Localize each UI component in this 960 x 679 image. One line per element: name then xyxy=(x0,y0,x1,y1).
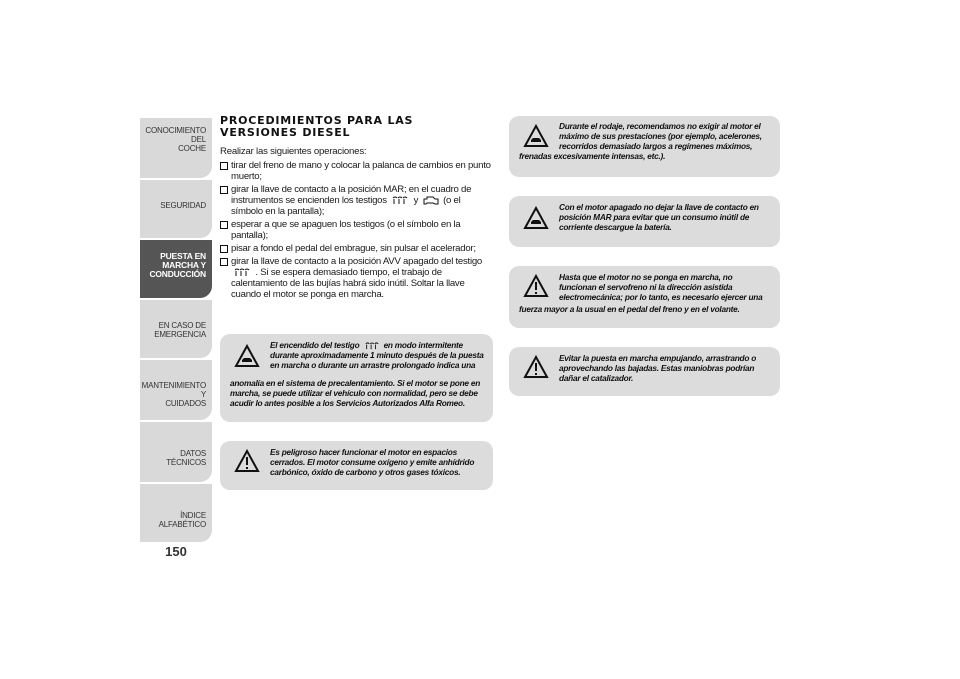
step-text: (o el símbolo en la pantalla); xyxy=(231,195,461,217)
note-text: posición MAR para evitar que un consumo inútil de xyxy=(559,212,750,222)
bullet-box-icon xyxy=(220,162,228,170)
note-text: El encendido del testigo xyxy=(270,340,360,350)
tab-en-caso-de-emergencia[interactable] xyxy=(140,300,212,358)
note-text: frenadas excesivamente intensas, etc.). xyxy=(519,151,666,161)
list-item xyxy=(220,184,492,217)
note-text: acudir lo antes posible a los Servicios Autorizados Alfa Romeo. xyxy=(230,398,465,408)
bullet-box-icon xyxy=(220,258,228,266)
tab-label: MANTENIMIENTO Y xyxy=(141,381,206,399)
note-running-in xyxy=(509,116,780,177)
danger-icon xyxy=(523,355,549,379)
tab-label: CONOCIMIENTO DEL xyxy=(145,126,206,144)
note-text: recorridos demasiado largos a regímenes máximos, xyxy=(559,141,753,151)
note-text: Hasta que el motor no se ponga en marcha, no xyxy=(559,272,733,282)
tab-datos-tecnicos[interactable] xyxy=(140,422,212,482)
note-glow-plug xyxy=(220,334,493,422)
glow-plug-icon xyxy=(364,342,380,350)
tab-label: PUESTA EN xyxy=(160,251,206,261)
bullet-box-icon xyxy=(220,221,228,229)
tab-label: SEGURIDAD xyxy=(160,201,206,210)
list-item xyxy=(220,160,492,182)
note-text: dañar el catalizador. xyxy=(559,373,634,383)
note-text: funcionan el servofreno ni la dirección asistida xyxy=(559,282,733,292)
section-title-line: PROCEDIMIENTOS PARA LAS xyxy=(220,114,414,127)
note-push-start xyxy=(509,347,780,396)
note-text: cerrados. El motor consume oxígeno y emite anhídrido xyxy=(270,457,475,467)
danger-icon xyxy=(234,449,260,473)
note-text: aprovechando las bajadas. Estas maniobras podrían xyxy=(559,363,755,373)
note-text: corriente descargue la batería. xyxy=(559,222,672,232)
car-warning-icon xyxy=(523,124,549,148)
note-text: Evitar la puesta en marcha empujando, arrastrando o xyxy=(559,353,757,363)
note-text: electromecánica; por lo tanto, es necesario ejercer una xyxy=(559,292,763,302)
tab-mantenimiento-y-cuidados[interactable] xyxy=(140,360,212,420)
note-text: durante aproximadamente 1 minuto después de la puesta xyxy=(270,350,484,360)
note-text: Con el motor apagado no dejar la llave de contacto en xyxy=(559,202,759,212)
note-text: marcha, se puede utilizar el vehículo con normalidad, pero se debe xyxy=(230,388,478,398)
tab-label: CUIDADOS xyxy=(165,399,206,408)
engine-fault-icon xyxy=(423,195,439,205)
tab-label: EMERGENCIA xyxy=(154,330,206,339)
tab-seguridad[interactable] xyxy=(140,180,212,238)
car-warning-icon xyxy=(234,344,260,368)
bullet-box-icon xyxy=(220,245,228,253)
step-text: . Si se espera demasiado tiempo, el trabajo de calentamiento de las bujías habrá sido inútil. Soltar la llave cuando el motor se ponga en marcha. xyxy=(231,267,465,300)
tab-puesta-en-marcha[interactable] xyxy=(140,240,212,298)
list-item xyxy=(220,219,492,241)
tab-conocimiento-del-coche[interactable] xyxy=(140,118,212,178)
tab-label: DATOS TÉCNICOS xyxy=(166,449,206,467)
section-title-line: VERSIONES DIESEL xyxy=(220,126,351,139)
note-battery xyxy=(509,196,780,247)
note-text: máximo de sus prestaciones (por ejemplo, acelerones, xyxy=(559,131,762,141)
tab-indice-alfabetico[interactable] xyxy=(140,484,212,542)
bullet-box-icon xyxy=(220,186,228,194)
tab-label: MARCHA Y xyxy=(162,260,206,270)
glow-plug-icon xyxy=(233,268,251,277)
step-text: girar la llave de contacto a la posición AVV apagado del testigo xyxy=(231,256,483,267)
danger-icon xyxy=(523,274,549,298)
procedure-steps xyxy=(220,160,492,302)
car-warning-icon xyxy=(523,206,549,230)
list-item xyxy=(220,256,492,300)
note-text: anomalía en el sistema de precalentamiento. Si el motor se pone en xyxy=(230,378,481,388)
note-text: Es peligroso hacer funcionar el motor en espacios xyxy=(270,447,457,457)
tab-label: COCHE xyxy=(178,144,206,153)
note-servo-brake xyxy=(509,266,780,328)
step-text: y xyxy=(413,195,419,206)
step-text: tirar del freno de mano y colocar la palanca de cambios en punto muerto; xyxy=(231,160,491,182)
step-text: pisar a fondo el pedal del embrague, sin pulsar el acelerador; xyxy=(231,243,476,254)
page-number: 150 xyxy=(165,544,187,559)
glow-plug-icon xyxy=(391,196,409,205)
tab-label: CONDUCCIÓN xyxy=(149,269,206,279)
tab-label: ÍNDICE ALFABÉTICO xyxy=(158,511,206,529)
intro-text: Realizar las siguientes operaciones: xyxy=(220,146,367,157)
step-text: girar la llave de contacto a la posición MAR; en el cuadro de instrumentos se encienden los testigos xyxy=(231,184,472,206)
note-text: en modo intermitente xyxy=(383,340,463,350)
section-title xyxy=(220,115,480,139)
note-text: Durante el rodaje, recomendamos no exigir al motor el xyxy=(559,121,761,131)
note-text: en marcha o durante un arrastre prolongado indica una xyxy=(270,360,476,370)
list-item xyxy=(220,243,492,254)
note-danger-exhaust xyxy=(220,441,493,490)
tab-label: EN CASO DE xyxy=(158,321,206,330)
step-text: esperar a que se apaguen los testigos (o el símbolo en la pantalla); xyxy=(231,219,461,241)
note-text: carbónico, óxido de carbono y otros gases tóxicos. xyxy=(270,467,461,477)
note-text: fuerza mayor a la usual en el pedal del freno y en el volante. xyxy=(519,304,740,314)
